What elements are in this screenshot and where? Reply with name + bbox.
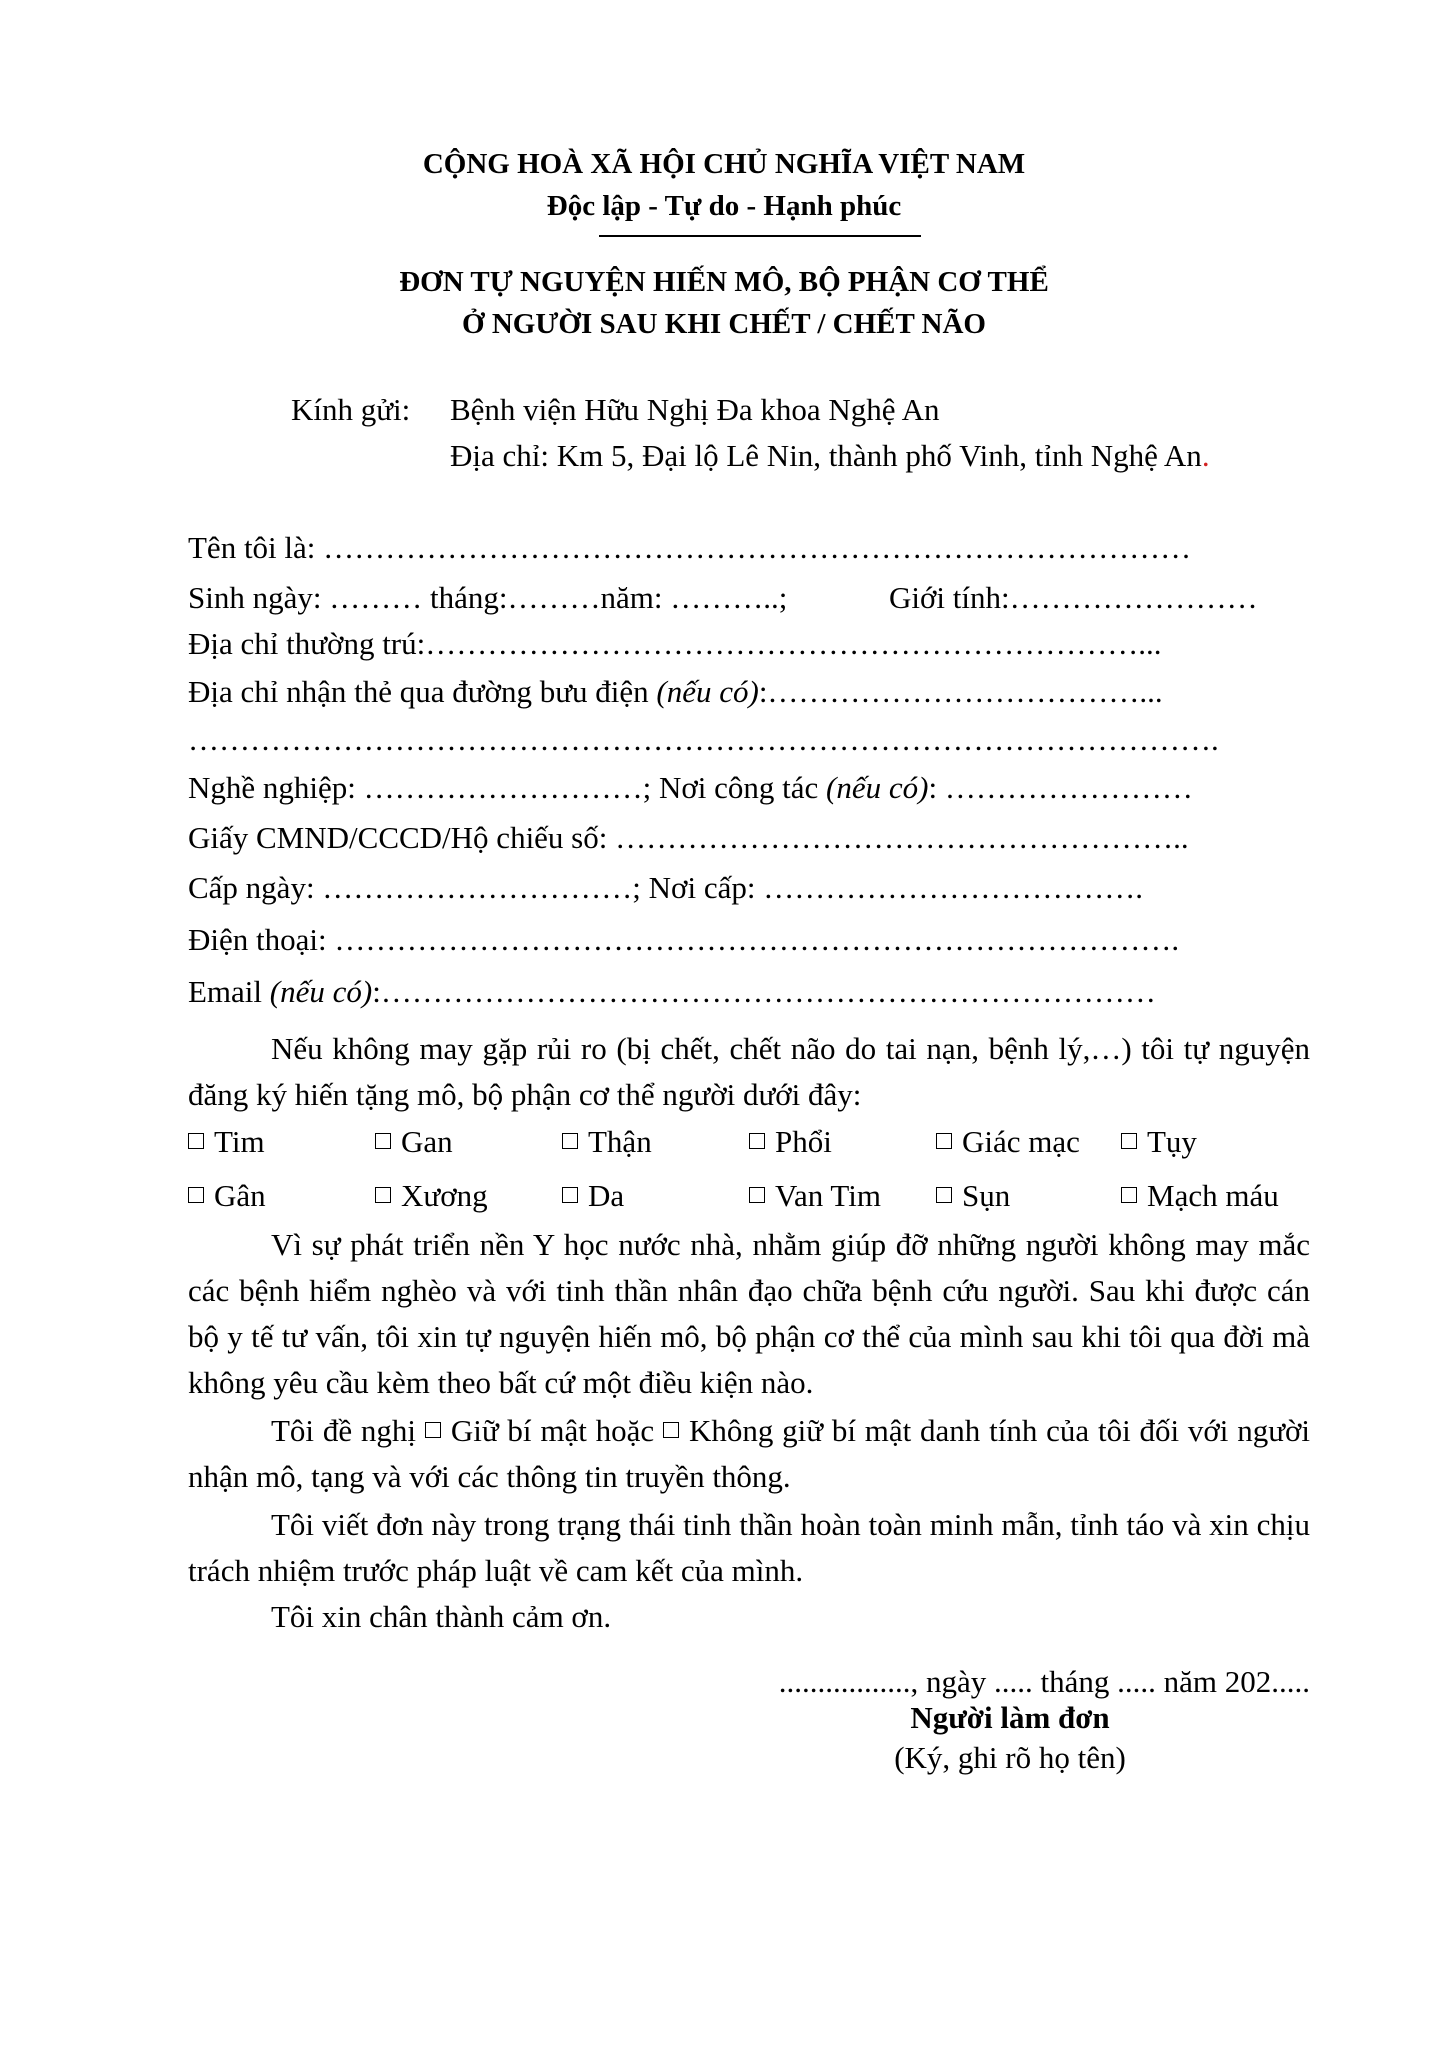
organ-label: Da: [588, 1178, 625, 1213]
recipient-name: Bệnh viện Hữu Nghị Đa khoa Nghệ An: [450, 392, 940, 427]
recipient-address-end: .: [1201, 438, 1210, 473]
purpose-paragraph: Vì sự phát triển nền Y học nước nhà, nhằm giúp đỡ những người không may mắc các bệnh hiểm nghèo và với tinh thần nhân đạo chữa bệnh cứu người. Sau khi được cán bộ y tế tư vấn, tôi xin tự nguyện hiến mô, bộ phận cơ thể của mình sau khi tôi qua đời mà không yêu cầu kèm theo bất cứ một điều kiện nào.: [188, 1227, 1310, 1400]
occupation-field[interactable]: [188, 770, 1193, 806]
gender-field[interactable]: Giới tính:……………………: [889, 580, 1258, 615]
no-secret-checkbox[interactable]: [663, 1422, 679, 1438]
checkbox-icon: [749, 1187, 765, 1203]
recipient-label: Kính gửi:: [291, 392, 411, 427]
email-optional-note: (nếu có): [269, 974, 373, 1009]
workplace-dots: : ……………………: [928, 770, 1193, 805]
organ-label: Gân: [214, 1178, 266, 1213]
confidentiality-paragraph: [188, 1408, 1310, 1500]
occupation-label: Nghề nghiệp: ………………………; Nơi công tác: [188, 770, 827, 805]
email-label: Email: [188, 974, 270, 1009]
checkbox-icon: [1121, 1133, 1137, 1149]
signer-role: Người làm đơn: [910, 1700, 1110, 1735]
checkbox-icon: [936, 1133, 952, 1149]
checkbox-icon: [749, 1133, 765, 1149]
postal-address-continuation[interactable]: ……………………………………………………………………………………….: [188, 722, 1219, 757]
organ-label: Phổi: [775, 1124, 832, 1159]
organ-checkbox-xuong[interactable]: [375, 1178, 488, 1214]
organ-label: Sụn: [962, 1178, 1011, 1213]
organ-checkbox-phoi[interactable]: [749, 1124, 832, 1160]
form-title-line2: Ở NGƯỜI SAU KHI CHẾT / CHẾT NÃO: [462, 308, 986, 340]
organ-checkbox-da[interactable]: [562, 1178, 624, 1214]
intro-paragraph: Nếu không may gặp rủi ro (bị chết, chết não do tai nạn, bệnh lý,…) tôi tự nguyện đăng ký hiến tặng mô, bộ phận cơ thể người dưới đây:: [188, 1031, 1310, 1112]
organ-label: Van Tim: [775, 1178, 881, 1213]
checkbox-icon: [375, 1187, 391, 1203]
keep-secret-label: Giữ bí mật hoặc: [450, 1413, 663, 1448]
recipient-address-text: Địa chỉ: Km 5, Đại lộ Lê Nin, thành phố Vinh, tỉnh Nghệ An: [450, 438, 1202, 473]
organ-checkbox-tim[interactable]: [188, 1124, 265, 1160]
organ-label: Gan: [401, 1124, 453, 1159]
checkbox-icon: [188, 1187, 204, 1203]
checkbox-icon: [375, 1133, 391, 1149]
nation-heading: CỘNG HOÀ XÃ HỘI CHỦ NGHĨA VIỆT NAM: [422, 148, 1026, 180]
organ-label: Tim: [214, 1124, 265, 1159]
no-secret-label: Không giữ bí mật danh tính của tôi đối với người nhận mô, tạng và với các thông tin truyền thông.: [188, 1413, 1311, 1494]
commitment-paragraph: Tôi viết đơn này trong trạng thái tinh thần hoàn toàn minh mẫn, tỉnh táo và xin chịu trách nhiệm trước pháp luật về cam kết của mình.: [188, 1507, 1310, 1588]
organ-checkbox-mach-mau[interactable]: [1121, 1178, 1279, 1214]
organ-label: Giác mạc: [962, 1124, 1080, 1159]
postal-address-field[interactable]: [188, 674, 1163, 710]
organ-checkbox-gan[interactable]: [375, 1124, 453, 1160]
id-number-field[interactable]: Giấy CMND/CCCD/Hộ chiếu số: ………………………………………………..: [188, 820, 1189, 855]
organ-checkbox-gan-tendon[interactable]: [188, 1178, 266, 1214]
checkbox-icon: [562, 1133, 578, 1149]
postal-address-label: Địa chỉ nhận thẻ qua đường bưu điện: [188, 674, 657, 709]
organ-checkbox-van-tim[interactable]: [749, 1178, 881, 1214]
signature-note: (Ký, ghi rõ họ tên): [894, 1740, 1126, 1775]
organ-checkbox-than[interactable]: [562, 1124, 652, 1160]
signature-date: ................., ngày ..... tháng ..... năm 202.....: [778, 1664, 1310, 1699]
organ-checkbox-giac-mac[interactable]: [936, 1124, 1080, 1160]
organ-label: Xương: [401, 1178, 488, 1213]
checkbox-icon: [562, 1187, 578, 1203]
keep-secret-checkbox[interactable]: [425, 1422, 441, 1438]
postal-optional-note: (nếu có): [656, 674, 759, 709]
residence-field-text: Địa chỉ thường trú:……………………………………………………………...: [188, 626, 1162, 661]
name-field[interactable]: Tên tôi là: …………………………………………………………………………: [188, 530, 1192, 565]
motto-underline: [599, 235, 921, 237]
organ-label: Thận: [588, 1124, 652, 1159]
form-title-line1: ĐƠN TỰ NGUYỆN HIẾN MÔ, BỘ PHẬN CƠ THỂ: [399, 266, 1049, 298]
organ-checkbox-tuy[interactable]: [1121, 1124, 1197, 1160]
organ-label: Mạch máu: [1147, 1178, 1279, 1213]
confidentiality-lead: Tôi đề nghị: [271, 1413, 425, 1448]
checkbox-icon: [188, 1133, 204, 1149]
postal-address-dots: :………………………………...: [758, 674, 1163, 709]
dob-field[interactable]: Sinh ngày: ……… tháng:………năm: ………..;: [188, 580, 788, 615]
phone-field[interactable]: Điện thoại: ……………………………………………………………………….: [188, 922, 1180, 957]
issue-field[interactable]: Cấp ngày: …………………………; Nơi cấp: ……………………………….: [188, 870, 1143, 905]
checkbox-icon: [936, 1187, 952, 1203]
email-field[interactable]: [188, 974, 1156, 1010]
email-dots: :…………………………………………………………………: [372, 974, 1156, 1009]
thanks-paragraph: Tôi xin chân thành cảm ơn.: [271, 1599, 612, 1634]
workplace-optional-note: (nếu có): [826, 770, 929, 805]
organ-label: Tụy: [1147, 1124, 1197, 1159]
recipient-address: [450, 438, 1210, 474]
organ-checkbox-sun[interactable]: [936, 1178, 1010, 1214]
motto: Độc lập - Tự do - Hạnh phúc: [546, 190, 902, 222]
residence-field[interactable]: [188, 626, 1162, 662]
checkbox-icon: [1121, 1187, 1137, 1203]
